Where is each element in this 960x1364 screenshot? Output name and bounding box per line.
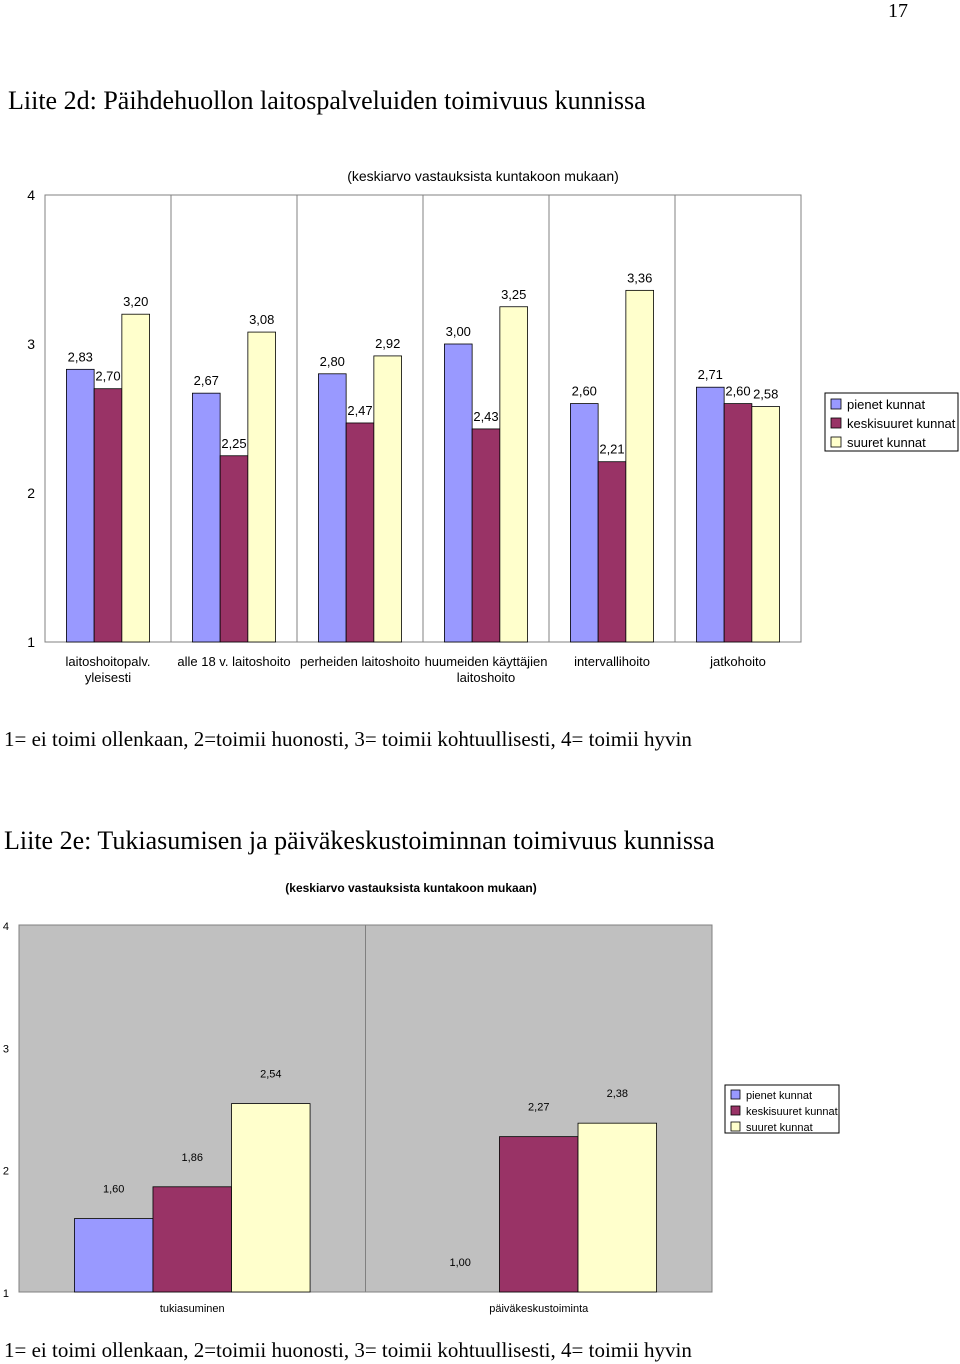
- data-label: 2,70: [95, 368, 121, 384]
- data-label: 2,67: [193, 373, 219, 389]
- category-label: laitoshoito: [456, 670, 516, 685]
- data-label: 2,54: [260, 1068, 282, 1081]
- legend-swatch: [731, 1122, 740, 1131]
- y-tick-label: 2: [2, 1165, 9, 1178]
- category-label: päiväkeskustoiminta: [489, 1303, 589, 1315]
- section-2-scale-note: 1= ei toimi ollenkaan, 2=toimii huonosti, 3= toimii kohtuullisesti, 4= toimii hyvin: [4, 1338, 692, 1362]
- data-label: 2,25: [221, 435, 247, 451]
- category-label: jatkohoito: [710, 654, 766, 669]
- legend-swatch: [731, 1090, 740, 1099]
- legend-label: pienet kunnat: [847, 397, 926, 412]
- section-1-title: Liite 2d: Päihdehuollon laitospalveluiden toimivuus kunnissa: [8, 86, 646, 115]
- data-label: 2,43: [473, 408, 499, 424]
- y-tick-label: 3: [2, 1043, 9, 1056]
- category-label: huumeiden käyttäjien: [424, 654, 548, 669]
- bar: [232, 1104, 311, 1292]
- legend-label: suuret kunnat: [746, 1122, 813, 1134]
- data-label: 3,08: [249, 312, 275, 328]
- data-label: 2,60: [571, 383, 597, 399]
- data-label: 2,92: [375, 335, 401, 351]
- data-label: 2,21: [599, 441, 625, 457]
- data-label: 2,60: [725, 383, 751, 399]
- data-label: 2,83: [67, 349, 93, 365]
- category-label: laitoshoitopalv.: [65, 654, 151, 669]
- legend-label: keskisuuret kunnat: [847, 416, 956, 431]
- legend-label: pienet kunnat: [746, 1090, 813, 1102]
- legend-label: suuret kunnat: [847, 435, 926, 450]
- bar: [578, 1123, 657, 1292]
- section-1-scale-note: 1= ei toimi ollenkaan, 2=toimii huonosti, 3= toimii kohtuullisesti, 4= toimii hyvin: [4, 727, 692, 751]
- y-tick-label: 4: [2, 921, 9, 933]
- category-label: intervallihoito: [574, 654, 650, 669]
- bar: [153, 1187, 232, 1292]
- data-label: 2,27: [528, 1101, 550, 1114]
- data-label: 3,20: [123, 294, 149, 310]
- data-label: 1,86: [181, 1151, 203, 1164]
- y-tick-label: 1: [27, 634, 35, 650]
- page-number: 17: [888, 0, 908, 22]
- data-label: 1,00: [449, 1257, 471, 1269]
- y-tick-label: 3: [27, 336, 35, 352]
- y-tick-label: 2: [27, 485, 35, 501]
- legend-label: keskisuuret kunnat: [746, 1106, 838, 1118]
- category-label: perheiden laitoshoito: [300, 654, 420, 669]
- y-tick-label: 4: [27, 187, 35, 203]
- category-label: yleisesti: [84, 670, 132, 685]
- data-label: 1,60: [102, 1183, 125, 1196]
- data-label: 2,47: [347, 402, 373, 418]
- data-label: 2,38: [606, 1088, 629, 1101]
- data-label: 3,25: [501, 286, 527, 302]
- data-label: 2,58: [753, 386, 779, 402]
- bar: [74, 1219, 153, 1292]
- y-tick-label: 1: [2, 1288, 9, 1300]
- data-label: 3,36: [627, 270, 653, 286]
- data-label: 3,00: [445, 324, 471, 339]
- data-label: 2,71: [697, 367, 723, 383]
- section-2-title: Liite 2e: Tukiasumisen ja päiväkeskustoiminnan toimivuus kunnissa: [4, 826, 715, 855]
- data-label: 2,80: [319, 353, 345, 369]
- chart-subtitle: (keskiarvo vastauksista kuntakoon mukaan): [285, 881, 537, 895]
- legend-swatch: [731, 1106, 740, 1115]
- category-label: tukiasuminen: [159, 1303, 225, 1315]
- category-label: alle 18 v. laitoshoito: [177, 654, 291, 669]
- chart-subtitle: (keskiarvo vastauksista kuntakoon mukaan): [347, 168, 619, 184]
- bar: [499, 1137, 578, 1292]
